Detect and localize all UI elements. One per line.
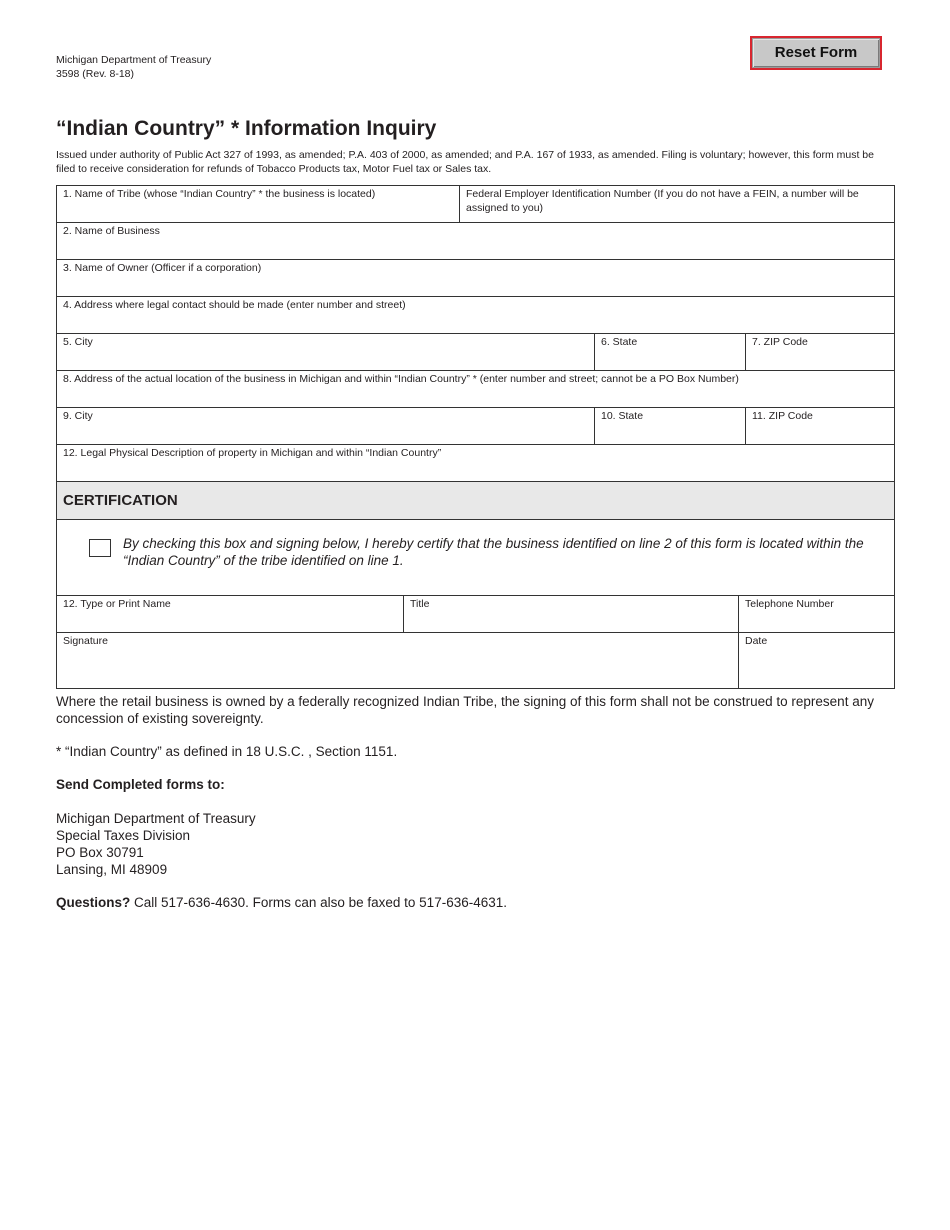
address-line: Michigan Department of Treasury	[56, 811, 256, 826]
sovereignty-note: Where the retail business is owned by a federally recognized Indian Tribe, the signing of this form shall not be construed to represent any concession of existing sovereignty.	[56, 694, 874, 726]
actual-address-label: 8. Address of the actual location of the business in Michigan and within “Indian Country” * (enter number and street; cannot be a PO Box Number)	[63, 373, 739, 385]
certification-checkbox[interactable]	[89, 539, 111, 557]
fein-field[interactable]	[459, 186, 894, 222]
actual-address-field[interactable]	[57, 371, 894, 407]
address-line: Lansing, MI 48909	[56, 862, 168, 877]
questions-label: Questions?	[56, 895, 131, 910]
reset-form-button[interactable]: Reset Form	[750, 36, 882, 70]
questions-note	[56, 894, 507, 911]
row-name-title-phone	[56, 595, 895, 632]
row-tribe-fein	[56, 185, 895, 222]
legal-description-label: 12. Legal Physical Description of property in Michigan and within “Indian Country”	[63, 447, 442, 459]
location-state-label: 10. State	[601, 410, 644, 422]
telephone-label: Telephone Number	[745, 598, 834, 610]
certification-body	[57, 520, 894, 595]
city-label: 5. City	[63, 336, 93, 348]
print-name-field[interactable]	[57, 596, 403, 632]
business-name-field[interactable]	[57, 223, 894, 259]
title-label: Title	[410, 598, 430, 610]
row-legal-description	[56, 444, 895, 481]
row-certification-header	[56, 481, 895, 519]
row-city-state-zip-2	[56, 407, 895, 444]
row-signature-date	[56, 632, 895, 689]
city-field[interactable]	[57, 334, 594, 370]
form-number: 3598 (Rev. 8-18)	[56, 68, 135, 80]
date-field[interactable]	[738, 633, 894, 688]
signature-label: Signature	[63, 635, 108, 647]
owner-name-field[interactable]	[57, 260, 894, 296]
mailing-address	[56, 810, 256, 878]
state-field[interactable]	[594, 334, 745, 370]
address-line: PO Box 30791	[56, 845, 144, 860]
location-zip-label: 11. ZIP Code	[752, 410, 813, 422]
row-actual-address	[56, 370, 895, 407]
location-city-field[interactable]	[57, 408, 594, 444]
tribe-name-label: 1. Name of Tribe (whose “Indian Country” * the business is located)	[63, 188, 376, 200]
agency-block	[56, 53, 211, 81]
row-owner-name	[56, 259, 895, 296]
location-zip-field[interactable]	[745, 408, 894, 444]
signature-field[interactable]	[57, 633, 738, 688]
certification-statement: By checking this box and signing below, I hereby certify that the business identified on line 2 of this form is located within the “Indian Country” of the tribe identified on line 1.	[123, 536, 864, 568]
state-label: 6. State	[601, 336, 638, 348]
row-legal-address	[56, 296, 895, 333]
page-title: “Indian Country” * Information Inquiry	[56, 117, 437, 140]
legal-address-label: 4. Address where legal contact should be made (enter number and street)	[63, 299, 406, 311]
agency-name: Michigan Department of Treasury	[56, 54, 212, 66]
fein-label: Federal Employer Identification Number (If you do not have a FEIN, a number will be assigned to you)	[466, 188, 859, 214]
location-state-field[interactable]	[594, 408, 745, 444]
telephone-field[interactable]	[738, 596, 894, 632]
legal-address-field[interactable]	[57, 297, 894, 333]
address-line: Special Taxes Division	[56, 828, 191, 843]
inquiry-form	[56, 185, 895, 689]
legal-description-field[interactable]	[57, 445, 894, 481]
authority-text: Issued under authority of Public Act 327 of 1993, as amended; P.A. 403 of 2000, as amended; and P.A. 167 of 1933, as amended. Filing is voluntary; however, this form must be filed to receive consideration for refunds of Tobacco Products tax, Motor Fuel tax or Sales tax.	[56, 149, 874, 175]
indian-country-definition: * “Indian Country” as defined in 18 U.S.C. , Section 1151.	[56, 744, 398, 759]
print-name-label: 12. Type or Print Name	[63, 598, 171, 610]
tribe-name-field[interactable]	[57, 186, 459, 222]
zip-field[interactable]	[745, 334, 894, 370]
row-city-state-zip-1	[56, 333, 895, 370]
row-certification-statement	[56, 519, 895, 595]
title-field[interactable]	[403, 596, 738, 632]
send-heading: Send Completed forms to:	[56, 777, 225, 792]
row-business-name	[56, 222, 895, 259]
location-city-label: 9. City	[63, 410, 93, 422]
business-name-label: 2. Name of Business	[63, 225, 160, 237]
zip-label: 7. ZIP Code	[752, 336, 808, 348]
certification-heading: CERTIFICATION	[57, 482, 894, 519]
date-label: Date	[745, 635, 768, 647]
questions-text: Call 517-636-4630. Forms can also be faxed to 517-636-4631.	[130, 895, 507, 910]
owner-name-label: 3. Name of Owner (Officer if a corporation)	[63, 262, 262, 274]
